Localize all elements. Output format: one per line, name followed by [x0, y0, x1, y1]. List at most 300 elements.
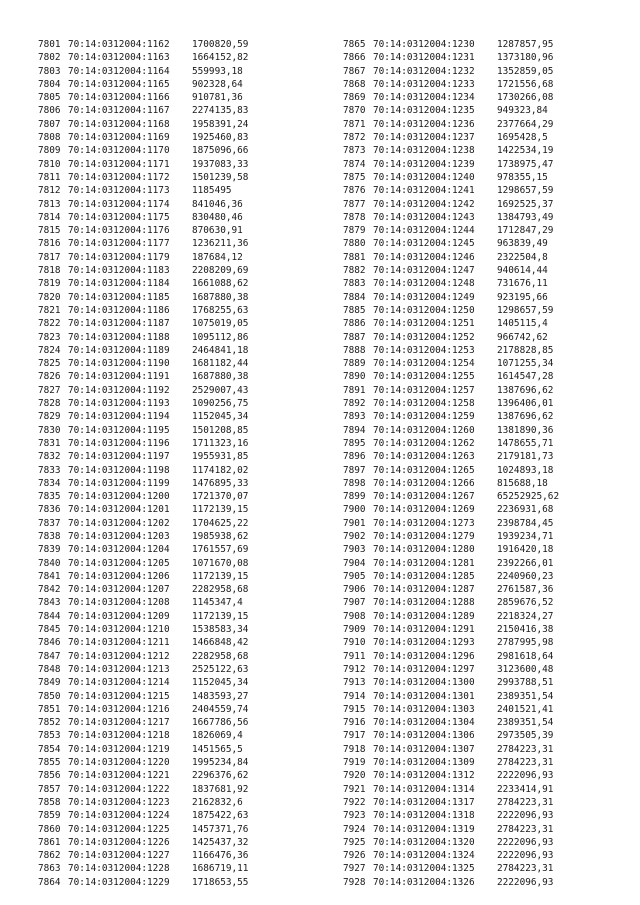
table-row: [343, 716, 607, 729]
cadastral-number: 70:14:0312004:1202: [68, 517, 170, 529]
cadastral-value: 2282958,68: [192, 650, 249, 662]
cadastral-value: 1457371,76: [192, 823, 249, 835]
cadastral-value: 1166476,36: [192, 850, 249, 862]
cadastral-number: 70:14:0312004:1191: [68, 371, 170, 383]
cadastral-value: 2222096,93: [497, 770, 554, 782]
cadastral-number: 70:14:0312004:1288: [373, 597, 475, 609]
cadastral-number: 70:14:0312004:1163: [68, 52, 170, 64]
row-number: 7805: [38, 92, 61, 104]
row-number: 7840: [38, 557, 61, 569]
row-number: 7910: [343, 637, 366, 649]
row-number: 7841: [38, 570, 61, 582]
row-number: 7916: [343, 717, 366, 729]
row-number: 7861: [38, 836, 61, 848]
cadastral-number: 70:14:0312004:1297: [373, 663, 475, 675]
cadastral-number: 70:14:0312004:1177: [68, 238, 170, 250]
row-number: 7923: [343, 810, 366, 822]
row-number: 7828: [38, 398, 61, 410]
row-number: 7838: [38, 530, 61, 542]
row-number: 7874: [343, 158, 366, 170]
row-number: 7867: [343, 65, 366, 77]
cadastral-number: 70:14:0312004:1248: [373, 278, 475, 290]
cadastral-number: 70:14:0312004:1287: [373, 584, 475, 596]
cadastral-number: 70:14:0312004:1250: [373, 304, 475, 316]
row-number: 7884: [343, 291, 366, 303]
cadastral-value: 1875422,63: [192, 810, 249, 822]
cadastral-value: 2240960,23: [497, 570, 554, 582]
cadastral-number: 70:14:0312004:1210: [68, 624, 170, 636]
table-row: [343, 424, 607, 437]
table-row: [38, 543, 302, 556]
cadastral-value: 2398784,45: [497, 517, 554, 529]
cadastral-number: 70:14:0312004:1198: [68, 464, 170, 476]
cadastral-value: 2401521,41: [497, 703, 554, 715]
table-row: [343, 769, 607, 782]
row-number: 7904: [343, 557, 366, 569]
cadastral-number: 70:14:0312004:1326: [373, 876, 475, 888]
row-number: 7920: [343, 770, 366, 782]
cadastral-number: 70:14:0312004:1303: [373, 703, 475, 715]
cadastral-number: 70:14:0312004:1211: [68, 637, 170, 649]
table-row: [343, 849, 607, 862]
cadastral-value: 2233414,91: [497, 783, 554, 795]
cadastral-value: 1172139,15: [192, 610, 249, 622]
row-number: 7895: [343, 437, 366, 449]
cadastral-value: 1916420,18: [497, 544, 554, 556]
cadastral-number: 70:14:0312004:1244: [373, 225, 475, 237]
row-number: 7831: [38, 437, 61, 449]
row-number: 7847: [38, 650, 61, 662]
table-row: [38, 557, 302, 570]
table-row: [343, 437, 607, 450]
cadastral-number: 70:14:0312004:1164: [68, 65, 170, 77]
row-number: 7915: [343, 703, 366, 715]
cadastral-value: 1875096,66: [192, 145, 249, 157]
cadastral-value: 870630,91: [192, 225, 243, 237]
cadastral-value: 1185495: [192, 185, 232, 197]
row-number: 7854: [38, 743, 61, 755]
cadastral-number: 70:14:0312004:1220: [68, 757, 170, 769]
cadastral-number: 70:14:0312004:1229: [68, 876, 170, 888]
row-number: 7883: [343, 278, 366, 290]
cadastral-number: 70:14:0312004:1293: [373, 637, 475, 649]
cadastral-value: 1700820,59: [192, 39, 249, 50]
cadastral-number: 70:14:0312004:1269: [373, 504, 475, 516]
table-row: [343, 410, 607, 423]
cadastral-number: 70:14:0312004:1280: [373, 544, 475, 556]
cadastral-value: 940614,44: [497, 265, 548, 277]
table-row: [343, 729, 607, 742]
table-row: [38, 450, 302, 463]
table-row: [38, 796, 302, 809]
cadastral-value: 2404559,74: [192, 703, 249, 715]
cadastral-value: 2761587,36: [497, 584, 554, 596]
cadastral-value: 2222096,93: [497, 876, 554, 888]
cadastral-number: 70:14:0312004:1273: [373, 517, 475, 529]
cadastral-number: 70:14:0312004:1172: [68, 171, 170, 183]
cadastral-number: 70:14:0312004:1221: [68, 770, 170, 782]
cadastral-value: 2784223,31: [497, 823, 554, 835]
cadastral-number: 70:14:0312004:1312: [373, 770, 475, 782]
row-number: 7848: [38, 663, 61, 675]
cadastral-number: 70:14:0312004:1174: [68, 198, 170, 210]
cadastral-number: 70:14:0312004:1252: [373, 331, 475, 343]
cadastral-number: 70:14:0312004:1186: [68, 304, 170, 316]
cadastral-number: 70:14:0312004:1306: [373, 730, 475, 742]
cadastral-value: 1695428,5: [497, 132, 548, 144]
cadastral-value: 1538583,34: [192, 624, 249, 636]
cadastral-number: 70:14:0312004:1320: [373, 836, 475, 848]
cadastral-value: 2322504,8: [497, 251, 548, 263]
cadastral-number: 70:14:0312004:1319: [373, 823, 475, 835]
cadastral-number: 70:14:0312004:1245: [373, 238, 475, 250]
cadastral-number: 70:14:0312004:1179: [68, 251, 170, 263]
cadastral-number: 70:14:0312004:1162: [68, 39, 170, 50]
table-row: [343, 450, 607, 463]
cadastral-number: 70:14:0312004:1215: [68, 690, 170, 702]
row-number: 7901: [343, 517, 366, 529]
cadastral-value: 2525122,63: [192, 663, 249, 675]
cadastral-value: 1712847,29: [497, 225, 554, 237]
cadastral-value: 1387696,62: [497, 384, 554, 396]
cadastral-number: 70:14:0312004:1266: [373, 477, 475, 489]
cadastral-number: 70:14:0312004:1189: [68, 344, 170, 356]
table-row: [38, 743, 302, 756]
table-row: [38, 211, 302, 224]
table-row: [38, 251, 302, 264]
table-row: [38, 716, 302, 729]
cadastral-value: 2392266,01: [497, 557, 554, 569]
table-row: [343, 743, 607, 756]
cadastral-value: 1614547,28: [497, 371, 554, 383]
cadastral-number: 70:14:0312004:1193: [68, 398, 170, 410]
cadastral-value: 1384793,49: [497, 211, 554, 223]
cadastral-number: 70:14:0312004:1309: [373, 757, 475, 769]
row-number: 7836: [38, 504, 61, 516]
row-number: 7820: [38, 291, 61, 303]
cadastral-value: 1687880,38: [192, 291, 249, 303]
cadastral-number: 70:14:0312004:1296: [373, 650, 475, 662]
row-number: 7860: [38, 823, 61, 835]
cadastral-value: 1466848,42: [192, 637, 249, 649]
table-row: [38, 862, 302, 875]
row-number: 7919: [343, 757, 366, 769]
row-number: 7903: [343, 544, 366, 556]
row-number: 7869: [343, 92, 366, 104]
table-row: [343, 104, 607, 117]
row-number: 7876: [343, 185, 366, 197]
table-row: [38, 131, 302, 144]
table-row: [38, 623, 302, 636]
table-row: [38, 650, 302, 663]
cadastral-value: 2178828,85: [497, 344, 554, 356]
cadastral-number: 70:14:0312004:1242: [373, 198, 475, 210]
cadastral-number: 70:14:0312004:1265: [373, 464, 475, 476]
table-row: [343, 237, 607, 250]
table-row: [343, 384, 607, 397]
row-number: 7912: [343, 663, 366, 675]
table-row: [343, 198, 607, 211]
cadastral-value: 1145347,4: [192, 597, 243, 609]
row-number: 7853: [38, 730, 61, 742]
table-row: [38, 477, 302, 490]
row-number: 7866: [343, 52, 366, 64]
table-row: [38, 264, 302, 277]
cadastral-value: 1692525,37: [497, 198, 554, 210]
cadastral-value: 1730266,08: [497, 92, 554, 104]
table-row: [38, 823, 302, 836]
table-row: [38, 636, 302, 649]
table-row: [38, 317, 302, 330]
cadastral-number: 70:14:0312004:1173: [68, 185, 170, 197]
table-row: [38, 224, 302, 237]
cadastral-number: 70:14:0312004:1259: [373, 411, 475, 423]
cadastral-value: 1939234,71: [497, 530, 554, 542]
table-row: [343, 277, 607, 290]
table-row: [38, 158, 302, 171]
cadastral-number: 70:14:0312004:1169: [68, 132, 170, 144]
cadastral-value: 2981618,64: [497, 650, 554, 662]
cadastral-value: 1483593,27: [192, 690, 249, 702]
cadastral-value: 1024893,18: [497, 464, 554, 476]
table-row: [38, 357, 302, 370]
table-row: [343, 809, 607, 822]
cadastral-value: 1664152,82: [192, 52, 249, 64]
cadastral-value: 2377664,29: [497, 118, 554, 130]
cadastral-value: 1287857,95: [497, 39, 554, 50]
table-row: [38, 51, 302, 64]
cadastral-number: 70:14:0312004:1234: [373, 92, 475, 104]
table-row: [343, 144, 607, 157]
cadastral-number: 70:14:0312004:1204: [68, 544, 170, 556]
table-row: [343, 158, 607, 171]
table-row: [38, 424, 302, 437]
table-row: [38, 769, 302, 782]
row-number: 7822: [38, 318, 61, 330]
cadastral-number: 70:14:0312004:1218: [68, 730, 170, 742]
table-row: [38, 570, 302, 583]
table-row: [38, 344, 302, 357]
row-number: 7804: [38, 78, 61, 90]
cadastral-value: 923195,66: [497, 291, 548, 303]
cadastral-value: 1995234,84: [192, 757, 249, 769]
table-row: [38, 530, 302, 543]
cadastral-number: 70:14:0312004:1212: [68, 650, 170, 662]
row-number: 7844: [38, 610, 61, 622]
cadastral-value: 1405115,4: [497, 318, 548, 330]
row-number: 7893: [343, 411, 366, 423]
cadastral-value: 902328,64: [192, 78, 243, 90]
cadastral-value: 1667786,56: [192, 717, 249, 729]
cadastral-value: 2464841,18: [192, 344, 249, 356]
cadastral-value: 830480,46: [192, 211, 243, 223]
cadastral-value: 2389351,54: [497, 690, 554, 702]
table-row: [343, 756, 607, 769]
cadastral-value: 1761557,69: [192, 544, 249, 556]
cadastral-number: 70:14:0312004:1262: [373, 437, 475, 449]
row-number: 7814: [38, 211, 61, 223]
table-row: [38, 331, 302, 344]
cadastral-value: 1826069,4: [192, 730, 243, 742]
table-row: [38, 304, 302, 317]
cadastral-number: 70:14:0312004:1324: [373, 850, 475, 862]
row-number: 7829: [38, 411, 61, 423]
row-number: 7868: [343, 78, 366, 90]
cadastral-value: 2389351,54: [497, 717, 554, 729]
cadastral-number: 70:14:0312004:1187: [68, 318, 170, 330]
cadastral-number: 70:14:0312004:1227: [68, 850, 170, 862]
cadastral-number: 70:14:0312004:1217: [68, 717, 170, 729]
cadastral-value: 1352859,05: [497, 65, 554, 77]
row-number: 7871: [343, 118, 366, 130]
row-number: 7845: [38, 624, 61, 636]
row-number: 7907: [343, 597, 366, 609]
cadastral-value: 1071255,34: [497, 358, 554, 370]
table-row: [38, 876, 302, 889]
row-number: 7850: [38, 690, 61, 702]
table-row: [38, 729, 302, 742]
cadastral-value: 1686719,11: [192, 863, 249, 875]
row-number: 7849: [38, 677, 61, 689]
table-row: [343, 78, 607, 91]
left-column: [38, 38, 302, 889]
cadastral-value: 2784223,31: [497, 757, 554, 769]
table-row: [38, 118, 302, 131]
table-row: [343, 517, 607, 530]
cadastral-value: 2993788,51: [497, 677, 554, 689]
cadastral-value: 910781,36: [192, 92, 243, 104]
table-row: [343, 543, 607, 556]
row-number: 7877: [343, 198, 366, 210]
table-row: [343, 623, 607, 636]
table-row: [343, 38, 607, 51]
row-number: 7922: [343, 796, 366, 808]
table-row: [343, 557, 607, 570]
row-number: 7862: [38, 850, 61, 862]
table-row: [38, 464, 302, 477]
row-number: 7857: [38, 783, 61, 795]
row-number: 7887: [343, 331, 366, 343]
cadastral-value: 2973505,39: [497, 730, 554, 742]
cadastral-number: 70:14:0312004:1317: [373, 796, 475, 808]
row-number: 7803: [38, 65, 61, 77]
row-number: 7894: [343, 424, 366, 436]
cadastral-number: 70:14:0312004:1231: [373, 52, 475, 64]
table-row: [38, 171, 302, 184]
cadastral-number: 70:14:0312004:1291: [373, 624, 475, 636]
cadastral-number: 70:14:0312004:1314: [373, 783, 475, 795]
cadastral-number: 70:14:0312004:1208: [68, 597, 170, 609]
row-number: 7892: [343, 398, 366, 410]
cadastral-number: 70:14:0312004:1226: [68, 836, 170, 848]
row-number: 7827: [38, 384, 61, 396]
row-number: 7906: [343, 584, 366, 596]
cadastral-value: 2784223,31: [497, 796, 554, 808]
cadastral-value: 1937083,33: [192, 158, 249, 170]
table-row: [38, 596, 302, 609]
cadastral-value: 1681182,44: [192, 358, 249, 370]
cadastral-value: 559993,18: [192, 65, 243, 77]
cadastral-value: 1721370,07: [192, 491, 249, 503]
row-number: 7824: [38, 344, 61, 356]
cadastral-number: 70:14:0312004:1279: [373, 530, 475, 542]
row-number: 7888: [343, 344, 366, 356]
cadastral-number: 70:14:0312004:1196: [68, 437, 170, 449]
row-number: 7802: [38, 52, 61, 64]
cadastral-number: 70:14:0312004:1165: [68, 78, 170, 90]
cadastral-number: 70:14:0312004:1167: [68, 105, 170, 117]
cadastral-number: 70:14:0312004:1289: [373, 610, 475, 622]
cadastral-number: 70:14:0312004:1197: [68, 451, 170, 463]
cadastral-number: 70:14:0312004:1194: [68, 411, 170, 423]
cadastral-value: 2784223,31: [497, 863, 554, 875]
row-number: 7898: [343, 477, 366, 489]
cadastral-number: 70:14:0312004:1243: [373, 211, 475, 223]
cadastral-number: 70:14:0312004:1307: [373, 743, 475, 755]
cadastral-value: 1478655,71: [497, 437, 554, 449]
cadastral-value: 1373180,96: [497, 52, 554, 64]
row-number: 7879: [343, 225, 366, 237]
table-row: [343, 224, 607, 237]
cadastral-number: 70:14:0312004:1207: [68, 584, 170, 596]
cadastral-number: 70:14:0312004:1240: [373, 171, 475, 183]
cadastral-number: 70:14:0312004:1300: [373, 677, 475, 689]
table-row: [38, 583, 302, 596]
table-row: [38, 237, 302, 250]
table-row: [343, 304, 607, 317]
table-row: [343, 876, 607, 889]
table-row: [38, 703, 302, 716]
cadastral-number: 70:14:0312004:1258: [373, 398, 475, 410]
cadastral-value: 2222096,93: [497, 850, 554, 862]
table-row: [38, 490, 302, 503]
cadastral-number: 70:14:0312004:1183: [68, 265, 170, 277]
cadastral-number: 70:14:0312004:1253: [373, 344, 475, 356]
table-row: [38, 277, 302, 290]
table-row: [343, 596, 607, 609]
table-row: [343, 583, 607, 596]
cadastral-value: 2179181,73: [497, 451, 554, 463]
row-number: 7913: [343, 677, 366, 689]
cadastral-value: 1071670,08: [192, 557, 249, 569]
cadastral-value: 1396406,01: [497, 398, 554, 410]
cadastral-number: 70:14:0312004:1238: [373, 145, 475, 157]
row-number: 7881: [343, 251, 366, 263]
cadastral-value: 1422534,19: [497, 145, 554, 157]
table-row: [343, 783, 607, 796]
cadastral-value: 2296376,62: [192, 770, 249, 782]
cadastral-value: 1955931,85: [192, 451, 249, 463]
cadastral-value: 1704625,22: [192, 517, 249, 529]
cadastral-number: 70:14:0312004:1236: [373, 118, 475, 130]
row-number: 7823: [38, 331, 61, 343]
row-number: 7813: [38, 198, 61, 210]
table-row: [343, 796, 607, 809]
cadastral-number: 70:14:0312004:1301: [373, 690, 475, 702]
row-number: 7842: [38, 584, 61, 596]
row-number: 7839: [38, 544, 61, 556]
row-number: 7815: [38, 225, 61, 237]
cadastral-number: 70:14:0312004:1216: [68, 703, 170, 715]
row-number: 7899: [343, 491, 366, 503]
cadastral-value: 1768255,63: [192, 304, 249, 316]
row-number: 7875: [343, 171, 366, 183]
table-row: [38, 384, 302, 397]
cadastral-number: 70:14:0312004:1239: [373, 158, 475, 170]
cadastral-value: 1090256,75: [192, 398, 249, 410]
table-row: [343, 464, 607, 477]
row-number: 7885: [343, 304, 366, 316]
